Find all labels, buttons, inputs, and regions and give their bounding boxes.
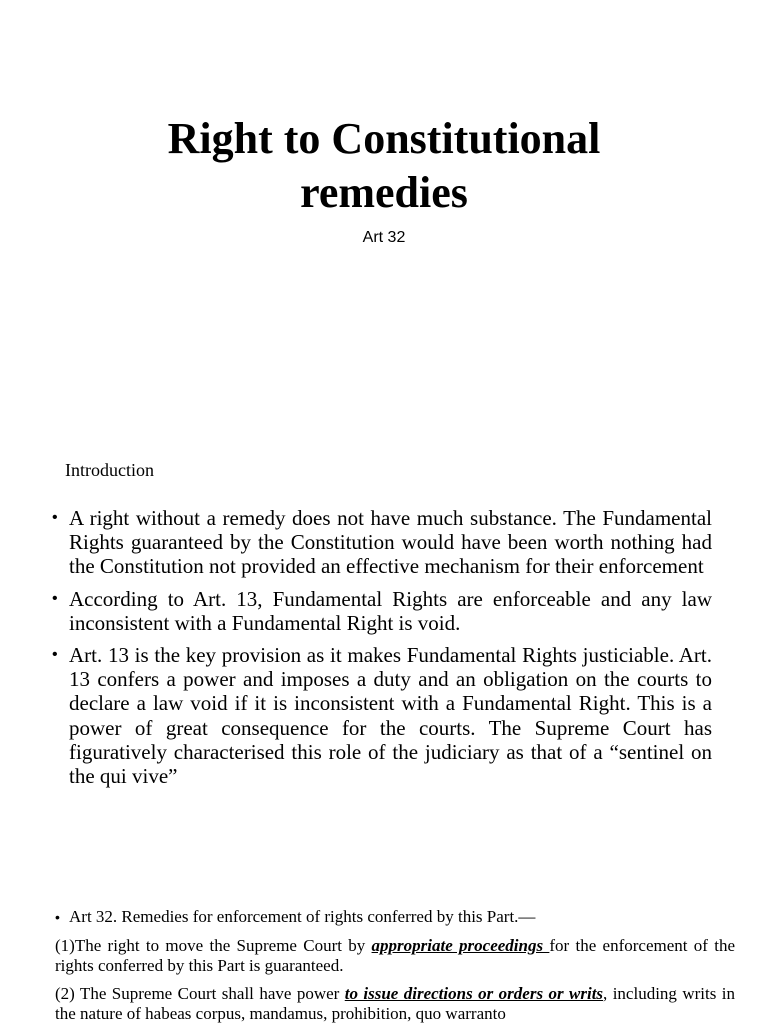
section-heading-introduction: Introduction [65,460,154,480]
slide-title-line-2: remedies [300,168,468,217]
bullet-text: A right without a remedy does not have much substance. The Fundamental Rights guaranteed by the Constitution would have been worth nothing had the Constitution not provided an effective mechanism for their enforcement [69,506,712,579]
slide-title [0,112,768,220]
bullet-list [52,506,712,796]
clause-2-emphasis: to issue directions or orders or writs [344,984,604,1003]
slide-title-line-1: Right to Constitutional [167,114,601,163]
article-32-clause-1 [55,936,735,976]
slide-subtitle: Art 32 [362,229,406,246]
article-32-section [55,906,735,1032]
article-32-heading [55,906,735,928]
article-32-clause-2 [55,984,735,1024]
clause-1-text: (1)The right to move the Supreme Court by [55,936,372,955]
bullet-item [52,587,712,635]
clause-2-text-after: , including writs in the nature of habeas corpus, mandamus, prohibition, quo warranto [55,984,735,1023]
bullet-text: According to Art. 13, Fundamental Rights are enforceable and any law inconsistent with a Fundamental Right is void. [69,586,712,635]
bullet-dot-icon: • [52,646,58,664]
article-32-heading-text: Art 32. Remedies for enforcement of rights conferred by this Part.— [69,907,536,926]
bullet-dot-icon: • [52,589,58,607]
clause-2-text: (2) The Supreme Court shall have power [55,984,345,1003]
bullet-item [52,506,712,579]
bullet-dot-icon: • [55,909,60,925]
clause-1-emphasis: appropriate proceedings [371,936,550,955]
bullet-dot-icon: • [52,509,58,526]
bullet-text: Art. 13 is the key provision as it makes Fundamental Rights justiciable. Art. 13 confers a power and imposes a duty and an obligation on the courts to declare a law void if it is inconsistent with a Fundamental Right. This is a power of great consequence for the courts. The Supreme Court has figuratively characterised this role of the judiciary as that of a “sentinel on the qui vive” [69,643,712,789]
bullet-item [52,643,712,788]
clause-1-text-after: for the enforcement of the rights conferred by this Part is guaranteed. [55,936,735,975]
